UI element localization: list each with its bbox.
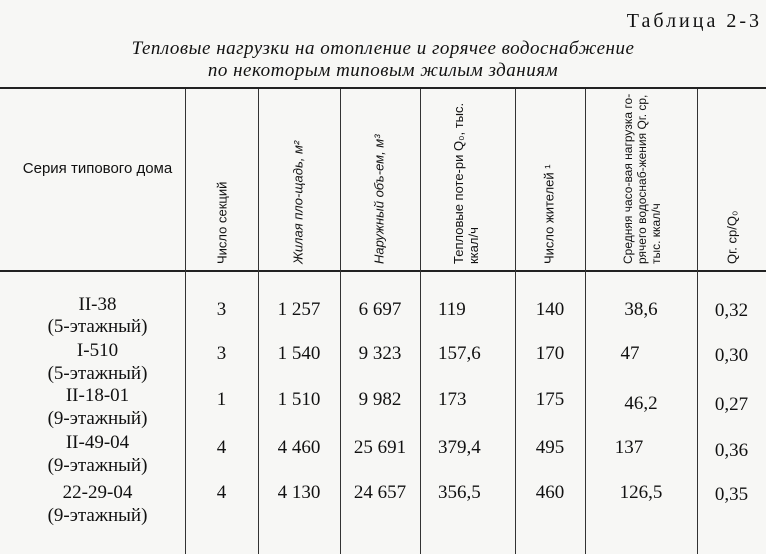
area-value: 1 257 [277,299,321,320]
residents-value: 175 [535,389,565,410]
load-value: 47 [620,343,640,364]
residents-value: 170 [535,343,565,364]
load-value: 46,2 [624,393,658,414]
residents-value: 495 [535,437,565,458]
column-header-residents: Число жителей ¹ [541,164,557,264]
heat-loss-value: 379,4 [438,437,481,458]
ratio-value: 0,27 [714,394,749,415]
residents-value: 460 [535,482,565,503]
series-name: I-510 [76,340,119,361]
ratio-value: 0,30 [714,345,749,366]
volume-value: 25 691 [353,437,407,458]
load-value: 38,6 [624,299,658,320]
sections-value: 3 [216,299,227,320]
column-header-volume: Наружный объ-ем, м³ [371,134,387,264]
volume-value: 6 697 [358,299,402,320]
ratio-value: 0,36 [714,440,749,461]
series-name: II-18-01 [65,385,130,406]
volume-value: 24 657 [353,482,407,503]
table-top-rule [0,87,766,89]
volume-value: 9 982 [358,389,402,410]
residents-value: 140 [535,299,565,320]
column-header-area: Жилая пло-щадь, м² [290,140,306,264]
heat-loss-value: 173 [438,389,467,410]
heat-loss-value: 157,6 [438,343,481,364]
table-caption-line-1: Тепловые нагрузки на отопление и горячее водоснабжение [131,38,635,59]
sections-value: 3 [216,343,227,364]
area-value: 4 460 [277,437,321,458]
area-value: 1 540 [277,343,321,364]
heat-loss-value: 119 [438,299,466,320]
column-header-hot-water-load: Средняя часо-вая нагрузка го-рячего водоснаб-жения Qг. ср, тыс. ккал/ч [621,93,663,264]
column-header-series: Серия типового дома [22,160,173,177]
sections-value: 4 [216,437,227,458]
series-type: (9-этажный) [47,455,148,476]
table-caption-line-2: по некоторым типовым жилым зданиям [207,60,559,81]
volume-value: 9 323 [358,343,402,364]
table-number: Таблица 2-3 [626,10,762,32]
series-name: II-38 [78,294,117,315]
column-header-ratio: Qг. ср/Q₀ [724,210,740,264]
area-value: 1 510 [277,389,321,410]
sections-value: 1 [216,389,227,410]
series-name: 22-29-04 [62,482,133,503]
column-header-sections: Число секций [214,181,230,264]
ratio-value: 0,32 [714,300,749,321]
load-value: 137 [614,437,644,458]
column-header-heat-loss: Тепловые поте-ри Q₀, тыс. ккал/ч [451,102,481,264]
header-bottom-rule [0,270,766,272]
sections-value: 4 [216,482,227,503]
series-name: II-49-04 [65,432,130,453]
series-type: (5-этажный) [47,363,148,384]
load-value: 126,5 [619,482,663,503]
heat-loss-value: 356,5 [438,482,481,503]
series-type: (5-этажный) [47,316,148,337]
series-type: (9-этажный) [47,505,148,526]
ratio-value: 0,35 [714,484,749,505]
series-type: (9-этажный) [47,408,148,429]
area-value: 4 130 [277,482,321,503]
